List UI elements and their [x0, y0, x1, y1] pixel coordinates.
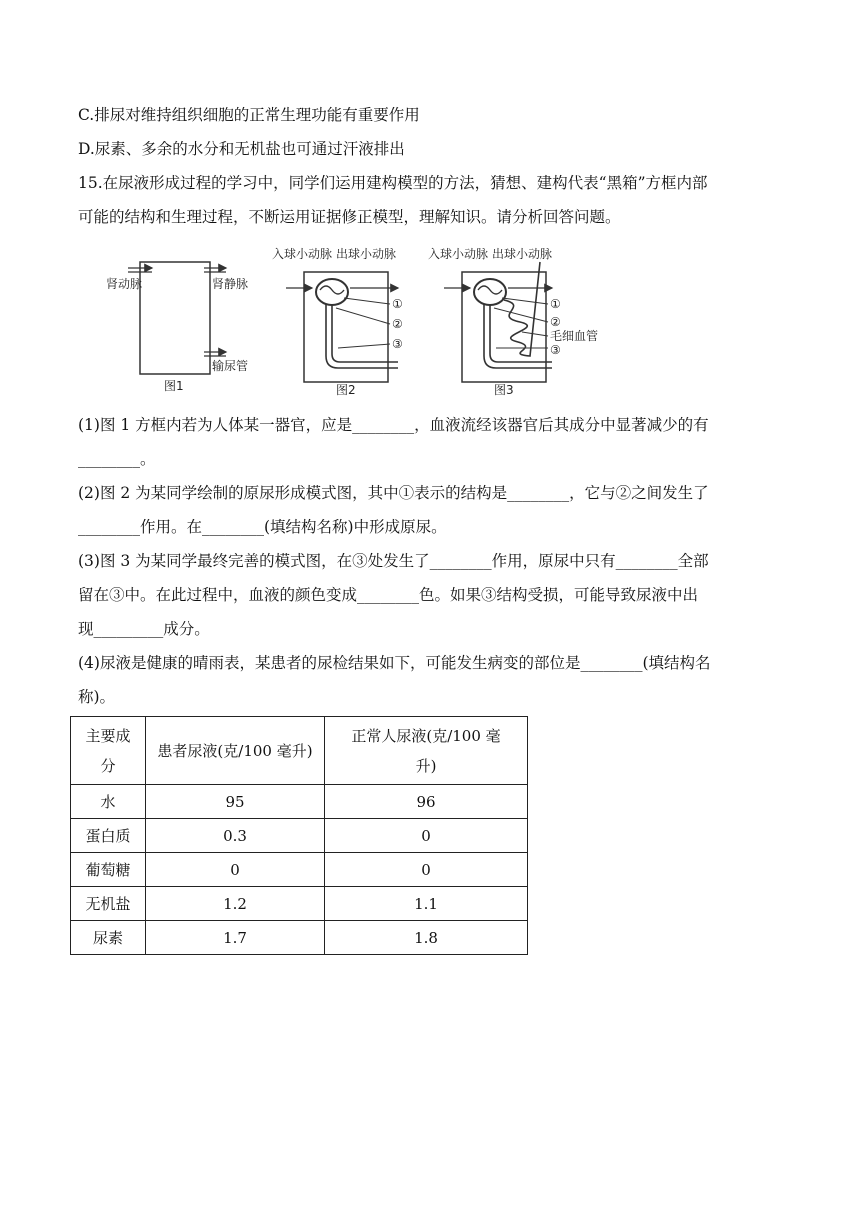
table-cell: 1.8 [325, 921, 528, 955]
table-cell: 无机盐 [71, 887, 146, 921]
figure-2 [272, 246, 403, 397]
table-cell: 0.3 [146, 819, 325, 853]
black-box-rect [140, 262, 210, 374]
part-3-line2: 留在③中。在此过程中，血液的颜色变成________色。如果③结构受损，可能导致尿液中出 [78, 586, 699, 604]
table-row [71, 819, 528, 853]
option-d: D.尿素、多余的水分和无机盐也可通过汗液排出 [78, 140, 405, 158]
question-15-stem-line2: 可能的结构和生理过程，不断运用证据修正模型，理解知识。请分析回答问题。 [78, 208, 621, 226]
table-cell: 1.2 [146, 887, 325, 921]
figure-1-caption: 图1 [164, 379, 184, 393]
table-cell: 96 [325, 785, 528, 819]
figures-svg [100, 244, 610, 402]
peritubular-capillary-shape [504, 262, 540, 356]
table-cell: 95 [146, 785, 325, 819]
part-3-line3: 现_________成分。 [78, 620, 210, 638]
option-c: C.排尿对维持组织细胞的正常生理功能有重要作用 [78, 106, 420, 124]
figure-3 [428, 246, 598, 397]
table-cell: 尿素 [71, 921, 146, 955]
fig3-marker-2: ② [550, 315, 561, 329]
part-1-line2: ________。 [78, 450, 156, 468]
fig2-efferent-label: 出球小动脉 [336, 247, 397, 261]
renal-tubule-shape [326, 304, 398, 368]
table-row [71, 887, 528, 921]
part-4-line2: 称)。 [78, 688, 116, 706]
table-row [71, 853, 528, 887]
ureter-label: 输尿管 [212, 359, 249, 373]
header-component: 主要成 分 [71, 717, 146, 785]
kidney-model-figures [100, 244, 610, 402]
part-2-line1: (2)图 2 为某同学绘制的原尿形成模式图，其中①表示的结构是________，它与②之间发生了 [78, 484, 709, 502]
table-cell: 0 [325, 819, 528, 853]
part-2-line2: ________作用。在________(填结构名称)中形成原尿。 [78, 518, 447, 536]
header-normal-urine: 正常人尿液(克/100 毫 升) [325, 717, 528, 785]
urine-test-table [70, 716, 528, 955]
fig2-afferent-label: 入球小动脉 [272, 247, 333, 261]
fig3-marker-1: ① [550, 297, 561, 311]
table-row [71, 785, 528, 819]
table-row [71, 921, 528, 955]
table-header-row [71, 717, 528, 785]
fig2-marker-3: ③ [392, 337, 403, 351]
question-15-stem-line1: 15.在尿液形成过程的学习中，同学们运用建构模型的方法，猜想、建构代表“黑箱”方框内部 [78, 174, 708, 192]
fig3-efferent-label: 出球小动脉 [492, 247, 553, 261]
fig3-capillary-label: 毛细血管 [550, 329, 599, 343]
renal-vein-label: 肾静脉 [212, 277, 249, 291]
figure-2-caption: 图2 [336, 383, 356, 397]
table-cell: 葡萄糖 [71, 853, 146, 887]
part-4-line1: (4)尿液是健康的晴雨表，某患者的尿检结果如下，可能发生病变的部位是________(填结构名 [78, 654, 711, 672]
table-cell: 0 [146, 853, 325, 887]
table-cell: 水 [71, 785, 146, 819]
fig3-afferent-label: 入球小动脉 [428, 247, 489, 261]
figure-1 [106, 262, 248, 393]
fig2-marker-1: ① [392, 297, 403, 311]
table-cell: 1.7 [146, 921, 325, 955]
table-cell: 蛋白质 [71, 819, 146, 853]
part-3-line1: (3)图 3 为某同学最终完善的模式图，在③处发生了________作用，原尿中只有________全部 [78, 552, 709, 570]
header-patient-urine: 患者尿液(克/100 毫升) [146, 717, 325, 785]
part-1-line1: (1)图 1 方框内若为人体某一器官，应是________，血液流经该器官后其成分中显著减少的有 [78, 416, 709, 434]
renal-artery-label: 肾动脉 [106, 277, 143, 291]
fig2-marker-2: ② [392, 317, 403, 331]
table-cell: 0 [325, 853, 528, 887]
figure-3-caption: 图3 [494, 383, 514, 397]
fig3-marker-3: ③ [550, 343, 561, 357]
table-cell: 1.1 [325, 887, 528, 921]
